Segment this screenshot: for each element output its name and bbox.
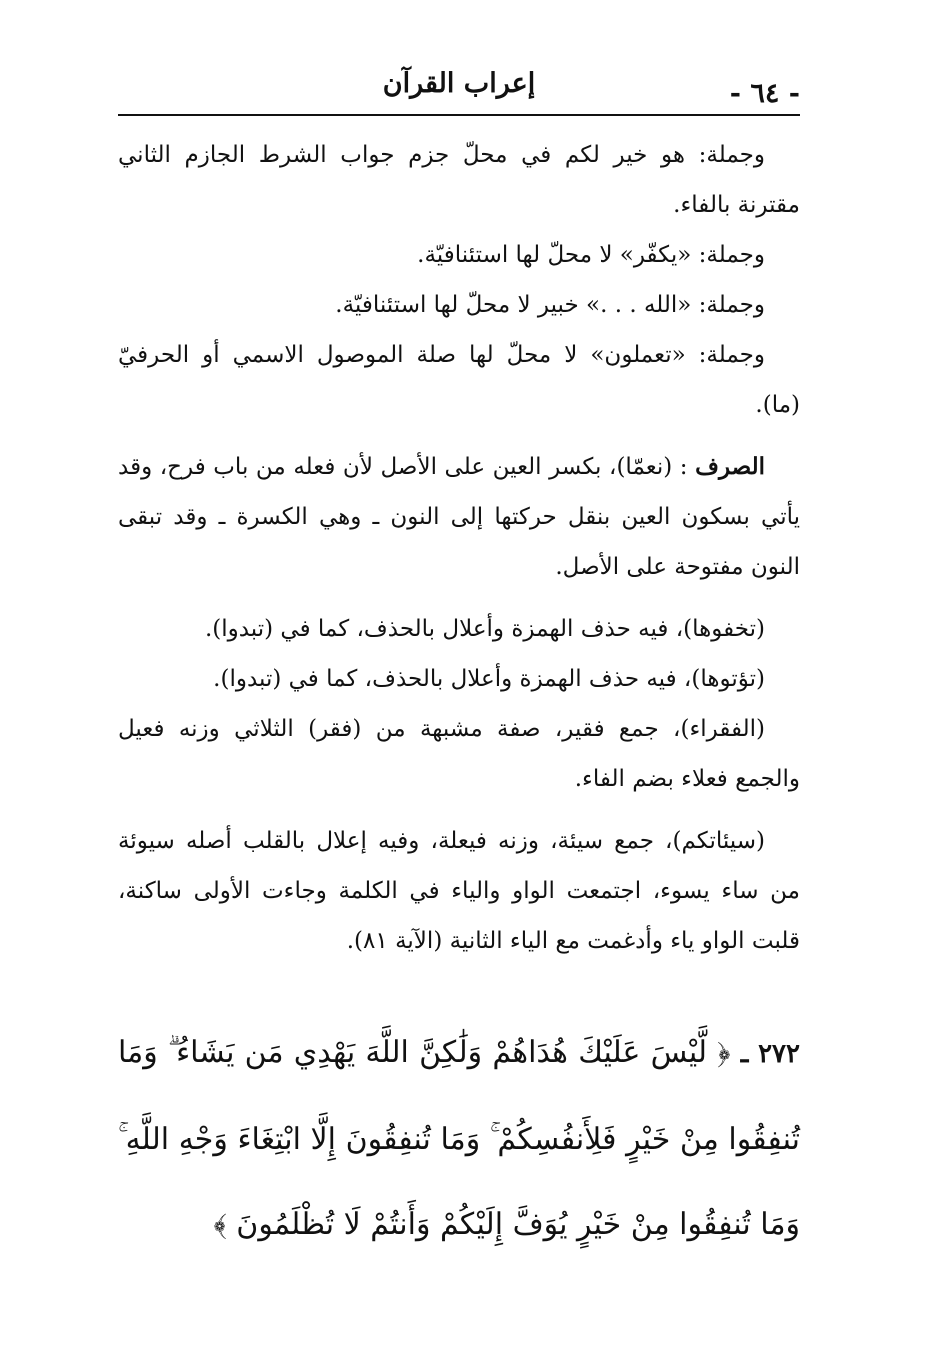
- book-page: [118, 60, 800, 1297]
- sentence-analysis-2: وجملة: «يكفّر» لا محلّ لها استئنافيّة.: [417, 242, 765, 268]
- section-gap: [118, 804, 800, 816]
- sarf-paragraph: [118, 442, 800, 592]
- morph-line-3: (الفقراء)، جمع فقير، صفة مشبهة من (فقر) الثلاثي وزنه فعيل والجمع فعلاء بضم الفاء.: [118, 716, 800, 792]
- verse-number: ٢٧٢ ـ: [740, 1039, 800, 1069]
- sayyiat-paragraph: (سيئاتكم)، جمع سيئة، وزنه فيعلة، وفيه إعلال بالقلب أصله سيوئة من ساء يسوء، اجتمعت الواو والياء في الكلمة وجاءت الأولى ساكنة، قلبت الواو ياء وأدغمت مع الياء الثانية (الآية ٨١).: [118, 828, 800, 954]
- sentence-analysis-3: وجملة: «الله . . .» خبير لا محلّ لها استئنافيّة.: [335, 292, 765, 318]
- verse-text: ﴿ لَّيْسَ عَلَيْكَ هُدَاهُمْ وَلَٰكِنَّ اللَّهَ يَهْدِي مَن يَشَاءُ ۗ وَمَا تُنفِقُوا مِنْ خَيْرٍ فَلِأَنفُسِكُمْ ۚ وَمَا تُنفِقُونَ إِلَّا ابْتِغَاءَ وَجْهِ اللَّهِ ۚ وَمَا تُنفِقُوا مِنْ خَيْرٍ يُوَفَّ إِلَيْكُمْ وَأَنتُمْ لَا تُظْلَمُونَ ﴾: [118, 1035, 800, 1242]
- sarf-term: الصرف: [695, 453, 765, 480]
- header-rule: [118, 114, 800, 116]
- quran-verse: [118, 1010, 800, 1267]
- running-title: إعراب القرآن: [382, 68, 536, 99]
- page-header: [118, 60, 800, 110]
- page-number: - ٦٤ -: [729, 78, 800, 109]
- morph-line-2: (تؤتوها)، فيه حذف الهمزة وأعلال بالحذف، كما في (تبدوا).: [213, 666, 765, 692]
- sentence-analysis-4: وجملة: «تعملون» لا محلّ لها صلة الموصول الاسمي أو الحرفيّ (ما).: [118, 342, 800, 418]
- section-gap: [118, 430, 800, 442]
- sentence-analysis-1: وجملة: هو خير لكم في محلّ جزم جواب الشرط الجازم الثاني مقترنة بالفاء.: [118, 142, 800, 218]
- morph-line-1: (تخفوها)، فيه حذف الهمزة وأعلال بالحذف، كما في (تبدوا).: [204, 616, 765, 642]
- sarf-text: : (نعمّا)، بكسر العين على الأصل لأن فعله من باب فرح، وقد يأتي بسكون العين بنقل حركتها إلى النون ـ وهي الكسرة ـ وقد تبقى النون مفتوحة على الأصل.: [118, 454, 800, 580]
- section-gap: [118, 592, 800, 604]
